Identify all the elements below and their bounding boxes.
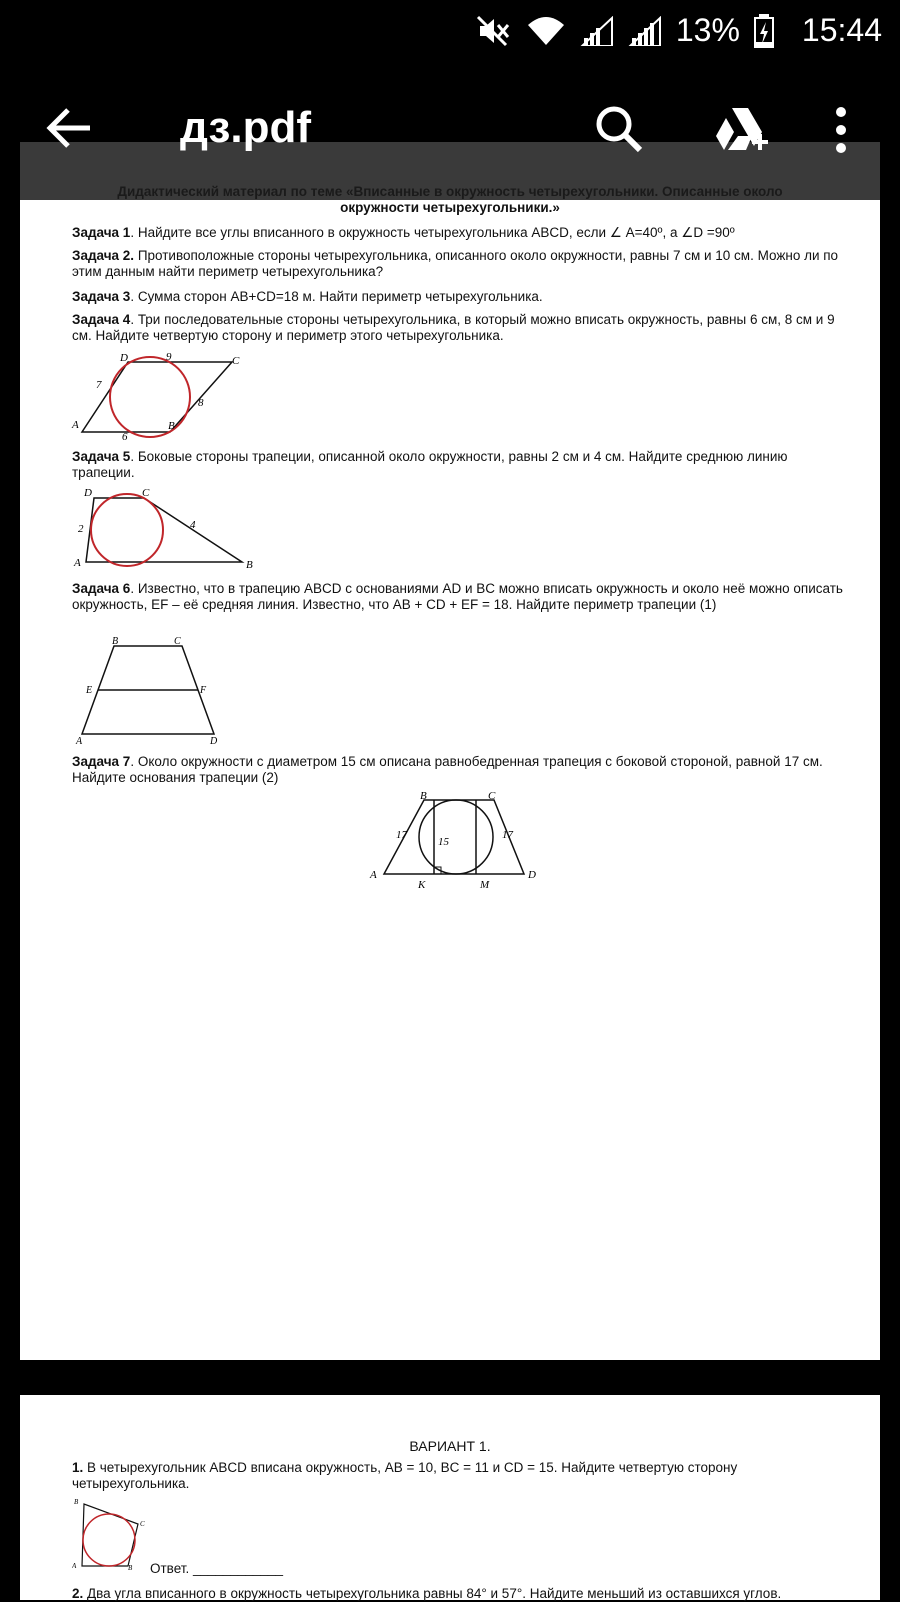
question-number: 1.: [72, 1460, 84, 1475]
task-1: [72, 225, 852, 241]
task-label: Задача 3: [72, 289, 131, 304]
search-icon: [592, 102, 648, 158]
fig4-label-6: 6: [122, 431, 128, 440]
fig7-label-A: A: [370, 869, 377, 881]
fig7-label-C: C: [488, 790, 496, 802]
variant-title: ВАРИАНТ 1.: [409, 1438, 491, 1454]
fig6-label-B: B: [112, 636, 119, 647]
task-label: Задача 6: [72, 581, 131, 596]
task-text: . Три последовательные стороны четырехугольника, в который можно вписать окружность, равны 6 см, 8 см и 9 см. Найдите четвертую сторону и периметр этого четырехугольника.: [72, 312, 835, 343]
fig-q1-label-B2: B: [128, 1564, 133, 1570]
question-number: 2.: [72, 1586, 84, 1601]
task-label: Задача 5: [72, 449, 131, 464]
fig7-label-B: B: [420, 790, 427, 802]
task-label: Задача 4: [72, 312, 131, 327]
question-text: Два угла вписанного в окружность четырехугольника равны 84° и 57°. Найдите меньший из оставшихся углов.: [83, 1586, 782, 1601]
fig7-label-17-left: 17: [396, 829, 407, 841]
fig5-label-A: A: [74, 557, 81, 569]
figure-task-7: [364, 790, 544, 890]
fig4-label-D: D: [120, 352, 128, 364]
fig5-label-D: D: [84, 488, 92, 499]
fig7-label-D: D: [528, 869, 536, 881]
task-6: [72, 581, 852, 613]
task-2: [72, 248, 852, 280]
task-text: . Известно, что в трапецию ABCD с основаниями AD и BC можно вписать окружность и около неё можно описать окружность, EF – её средняя линия. Известно, что AB + CD + EF = 18. Найдите периметр трапеции (1): [72, 581, 843, 612]
question-1: [72, 1460, 852, 1492]
fig4-label-9: 9: [166, 352, 172, 363]
task-label: Задача 1: [72, 225, 131, 240]
mute-icon: [476, 15, 512, 47]
fig6-label-F: F: [200, 685, 207, 696]
fig7-label-K: K: [418, 879, 426, 890]
fig6-label-E: E: [86, 685, 93, 696]
status-icons: [476, 12, 882, 49]
document-title: дз.pdf: [180, 103, 311, 152]
question-text: В четырехугольник ABCD вписана окружность, AB = 10, BC = 11 и CD = 15. Найдите четвертую сторону четырехугольника.: [72, 1460, 738, 1491]
fig4-label-B: B: [168, 420, 175, 432]
task-label: Задача 2.: [72, 248, 135, 263]
figure-question-1: [72, 1496, 152, 1570]
figure-task-4: [70, 352, 250, 440]
task-text: . Боковые стороны трапеции, описанной около окружности, равны 2 см и 4 см. Найдите среднюю линию трапеции.: [72, 449, 788, 480]
battery-percent: 13%: [675, 12, 740, 48]
search-button[interactable]: [592, 102, 648, 158]
fig4-label-C: C: [232, 355, 240, 367]
fig6-label-D: D: [210, 736, 218, 746]
task-label: Задача 7: [72, 754, 131, 769]
signal-icon-1: [580, 16, 614, 46]
more-options-button[interactable]: [826, 102, 856, 158]
figure-task-5: [72, 488, 262, 570]
google-drive-add-icon: [712, 102, 772, 158]
add-to-drive-button[interactable]: [712, 102, 772, 158]
task-4: [72, 312, 852, 344]
clock: 15:44: [801, 12, 882, 48]
fig4-label-8: 8: [198, 397, 204, 409]
answer-line: Ответ. ____________: [150, 1561, 284, 1576]
signal-icon-2: [628, 16, 662, 46]
arrow-left-icon: [40, 100, 100, 156]
task-5: [72, 449, 852, 481]
more-vertical-icon: [826, 102, 856, 158]
task-text: . Найдите все углы вписанного в окружность четырехугольника ABCD, если ∠ A=40º, а ∠D =90º: [130, 225, 735, 240]
wifi-icon: [526, 15, 566, 47]
status-bar: [0, 0, 900, 62]
fig-q1-label-A: A: [72, 1562, 77, 1570]
task-text: Противоположные стороны четырехугольника, описанного около окружности, равны 7 см и 10 см. Можно ли по этим данным найти периметр четырехугольника?: [72, 248, 839, 279]
task-3: [72, 289, 852, 305]
battery-charging-icon: [754, 14, 774, 48]
task-text: . Сумма сторон AB+CD=18 м. Найти периметр четырехугольника.: [130, 289, 543, 304]
fig5-label-B: B: [246, 559, 253, 570]
app-bar: [0, 62, 900, 198]
heading-line-2: окружности четырехугольники.»: [340, 200, 560, 215]
fig-q1-label-C: C: [140, 1520, 145, 1528]
task-text: . Около окружности с диаметром 15 см описана равнобедренная трапеция с боковой стороной, равной 17 см. Найдите основания трапеции (2): [72, 754, 823, 785]
document-heading: [20, 184, 880, 216]
fig7-label-17-right: 17: [502, 829, 513, 841]
fig6-label-C: C: [174, 636, 181, 647]
back-button[interactable]: [40, 100, 100, 156]
figure-task-6: [74, 634, 234, 746]
heading-line-1: Дидактический материал по теме «Вписанные в окружность четырехугольники. Описанные около: [117, 184, 783, 199]
task-7: [72, 754, 852, 786]
fig4-label-7: 7: [96, 379, 102, 391]
fig6-label-A: A: [76, 736, 83, 746]
fig5-label-4: 4: [190, 519, 196, 531]
fig4-label-A: A: [72, 419, 79, 431]
fig5-label-C: C: [142, 488, 150, 499]
fig7-label-M: M: [480, 879, 490, 890]
fig7-label-15: 15: [438, 836, 449, 848]
fig-q1-label-B: B: [74, 1498, 79, 1506]
fig5-label-2: 2: [78, 523, 84, 535]
